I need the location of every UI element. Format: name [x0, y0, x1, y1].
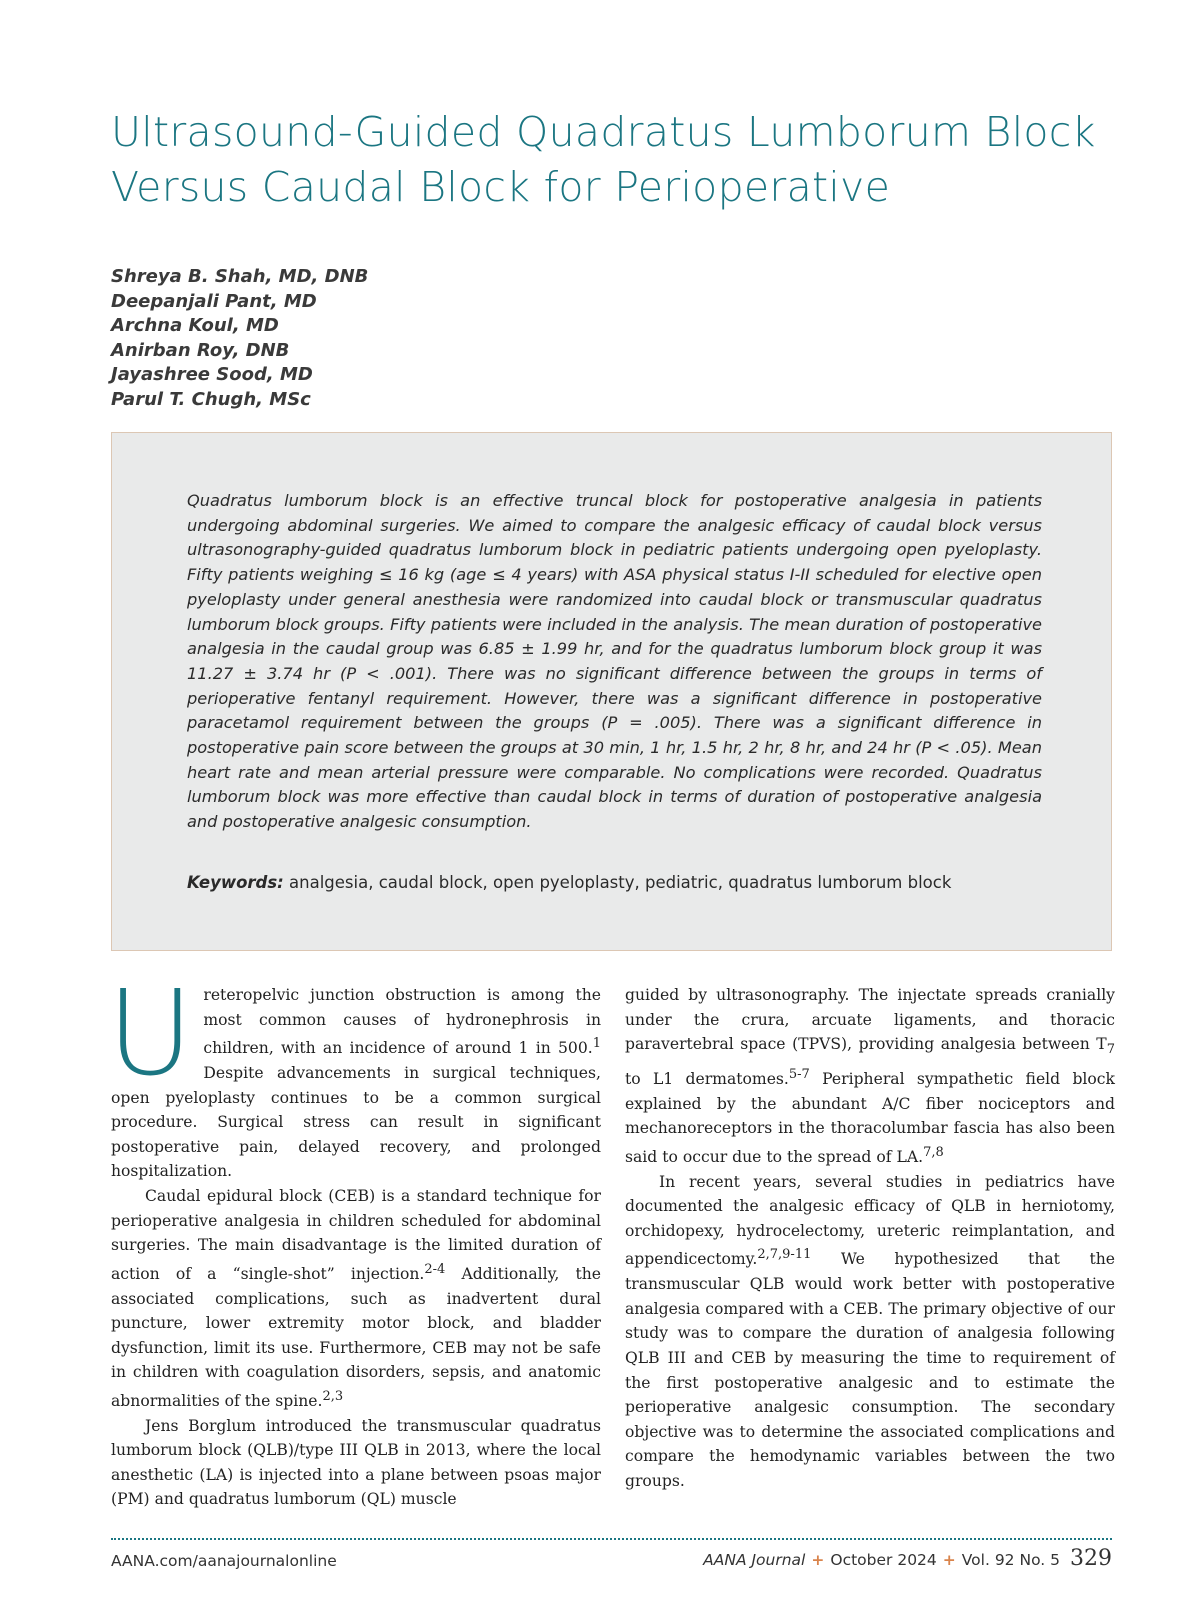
journal-url[interactable]: AANA.com/aanajournalonline — [111, 1552, 337, 1570]
reference: 2,3 — [322, 1388, 344, 1404]
author: Shreya B. Shah, MD, DNB — [111, 266, 369, 287]
subscript: 7 — [1106, 1042, 1115, 1058]
author: Jayashree Sood, MD — [111, 364, 313, 385]
body-paragraph: guided by ultrasonography. The injectate spreads cranially under the crura, arcuate ligaments, and thoracic paravertebral space (TPVS), providing analgesia between $T_7$ to L1 dermatomes.$^{5-7}$ Peripheral sympathetic field block explained by the abundant A/C fiber nociceptors and mechanoreceptors in the thoracolumbar fascia has also been said to occur due to the spread of LA.$^{7,8}$ — [625, 986, 1115, 1167]
journal-info — [703, 1546, 1112, 1571]
footer-divider — [111, 1538, 1112, 1540]
abstract-text: Quadratus lumborum block is an effective truncal block for postoperative analgesia in patients undergoing abdominal surgeries. We aimed to compare the analgesic efficacy of caudal block versus ultrasonography-guided quadratus lumborum block in pediatric patients undergoing open pyeloplasty. Fifty patients weighing ≤ 16 kg (age ≤ 4 years) with ASA physical status I-II scheduled for elective open pyeloplasty under general anesthesia were randomized into caudal block or transmuscular quadratus lumborum block groups. Fifty patients were included in the analysis. The mean duration of postoperative analgesia in the caudal group was 6.85 ± 1.99 hr, and for the quadratus lumborum block group it was 11.27 ± 3.74 hr (P < .001). There was no significant difference between the groups in terms of perioperative fentanyl requirement. However, there was a significant difference in postoperative paracetamol requirement between the groups (P = .005). There was a significant difference in postoperative pain score between the groups at 30 min, 1 hr, 1.5 hr, 2 hr, 8 hr, and 24 hr (P < .05). Mean heart rate and mean arterial pressure were comparable. No complications were recorded. Quadratus lumborum block was more effective than caudal block in terms of duration of postoperative analgesia and postoperative analgesic consumption. — [187, 491, 1042, 832]
body-column-left — [107, 964, 601, 1512]
article-title: Ultrasound-Guided Quadratus Lumborum Block Versus Caudal Block for Perioperative — [111, 108, 1096, 211]
reference: 2,7,9-11 — [757, 1247, 812, 1263]
author-list — [111, 265, 368, 412]
journal-name: AANA Journal — [703, 1551, 806, 1569]
author: Anirban Roy, DNB — [111, 339, 290, 361]
reference: 1 — [592, 1036, 601, 1052]
author: Parul T. Chugh, MSc — [111, 388, 311, 410]
reference: 5-7 — [788, 1066, 810, 1082]
author: Archna Koul, MD — [111, 315, 279, 336]
body-column-right — [625, 983, 1115, 1494]
reference: 7,8 — [923, 1144, 944, 1160]
volume-issue: Vol. 92 No. 5 — [961, 1551, 1060, 1569]
keywords-label: Keywords: — [187, 873, 284, 892]
body-paragraph: Ureteropelvic junction obstruction is among the most common causes of hydronephrosis in children, with an incidence of around 1 in 500.$^1$ Despite advancements in surgical techniques, open pyeloplasty continues to be a common surgical procedure. Surgical stress can result in significant postoperative pain, delayed recovery, and prolonged hospitalization. — [107, 964, 601, 1181]
keywords-text: analgesia, caudal block, open pyeloplasty, pediatric, quadratus lumborum block — [283, 873, 952, 892]
separator-icon: + — [942, 1551, 956, 1569]
issue-date: October 2024 — [830, 1551, 937, 1569]
body-paragraph: Caudal epidural block (CEB) is a standard technique for perioperative analgesia in children scheduled for abdominal surgeries. The main disadvantage is the limited duration of action of a “single-shot” injection.$^{2-4}$ Additionally, the associated complications, such as inadvertent dural puncture, lower extremity motor block, and bladder dysfunction, limit its use. Furthermore, CEB may not be safe in children with coagulation disorders, sepsis, and anatomic abnormalities of the spine.$^{2,3}$ — [111, 1186, 601, 1411]
page-number: 329 — [1070, 1546, 1112, 1571]
abstract-box — [111, 432, 1112, 951]
reference: 2-4 — [424, 1261, 446, 1277]
separator-icon: + — [811, 1551, 825, 1569]
body-paragraph: In recent years, several studies in pediatrics have documented the analgesic efficacy of QLB in herniotomy, orchidopexy, hydrocelectomy, ureteric reimplantation, and appendicectomy.$^{2,7,9-11}$ We hypothesized that the transmuscular QLB would work better with postoperative analgesia compared with a CEB. The primary objective of our study was to compare the duration of analgesia following QLB III and CEB by measuring the time to requirement of the first postoperative analgesic and to estimate the perioperative analgesic consumption. The secondary objective was to determine the associated complications and compare the hemodynamic variables between the two groups. — [625, 1172, 1115, 1490]
body-paragraph: Jens Borglum introduced the transmuscular quadratus lumborum block (QLB)/type III QLB in 2013, where the local anesthetic (LA) is injected into a plane between psoas major (PM) and quadratus lumborum (QL) muscle — [111, 1416, 601, 1509]
drop-cap: U — [107, 964, 194, 1102]
keywords — [187, 873, 1067, 892]
author: Deepanjali Pant, MD — [111, 290, 317, 312]
